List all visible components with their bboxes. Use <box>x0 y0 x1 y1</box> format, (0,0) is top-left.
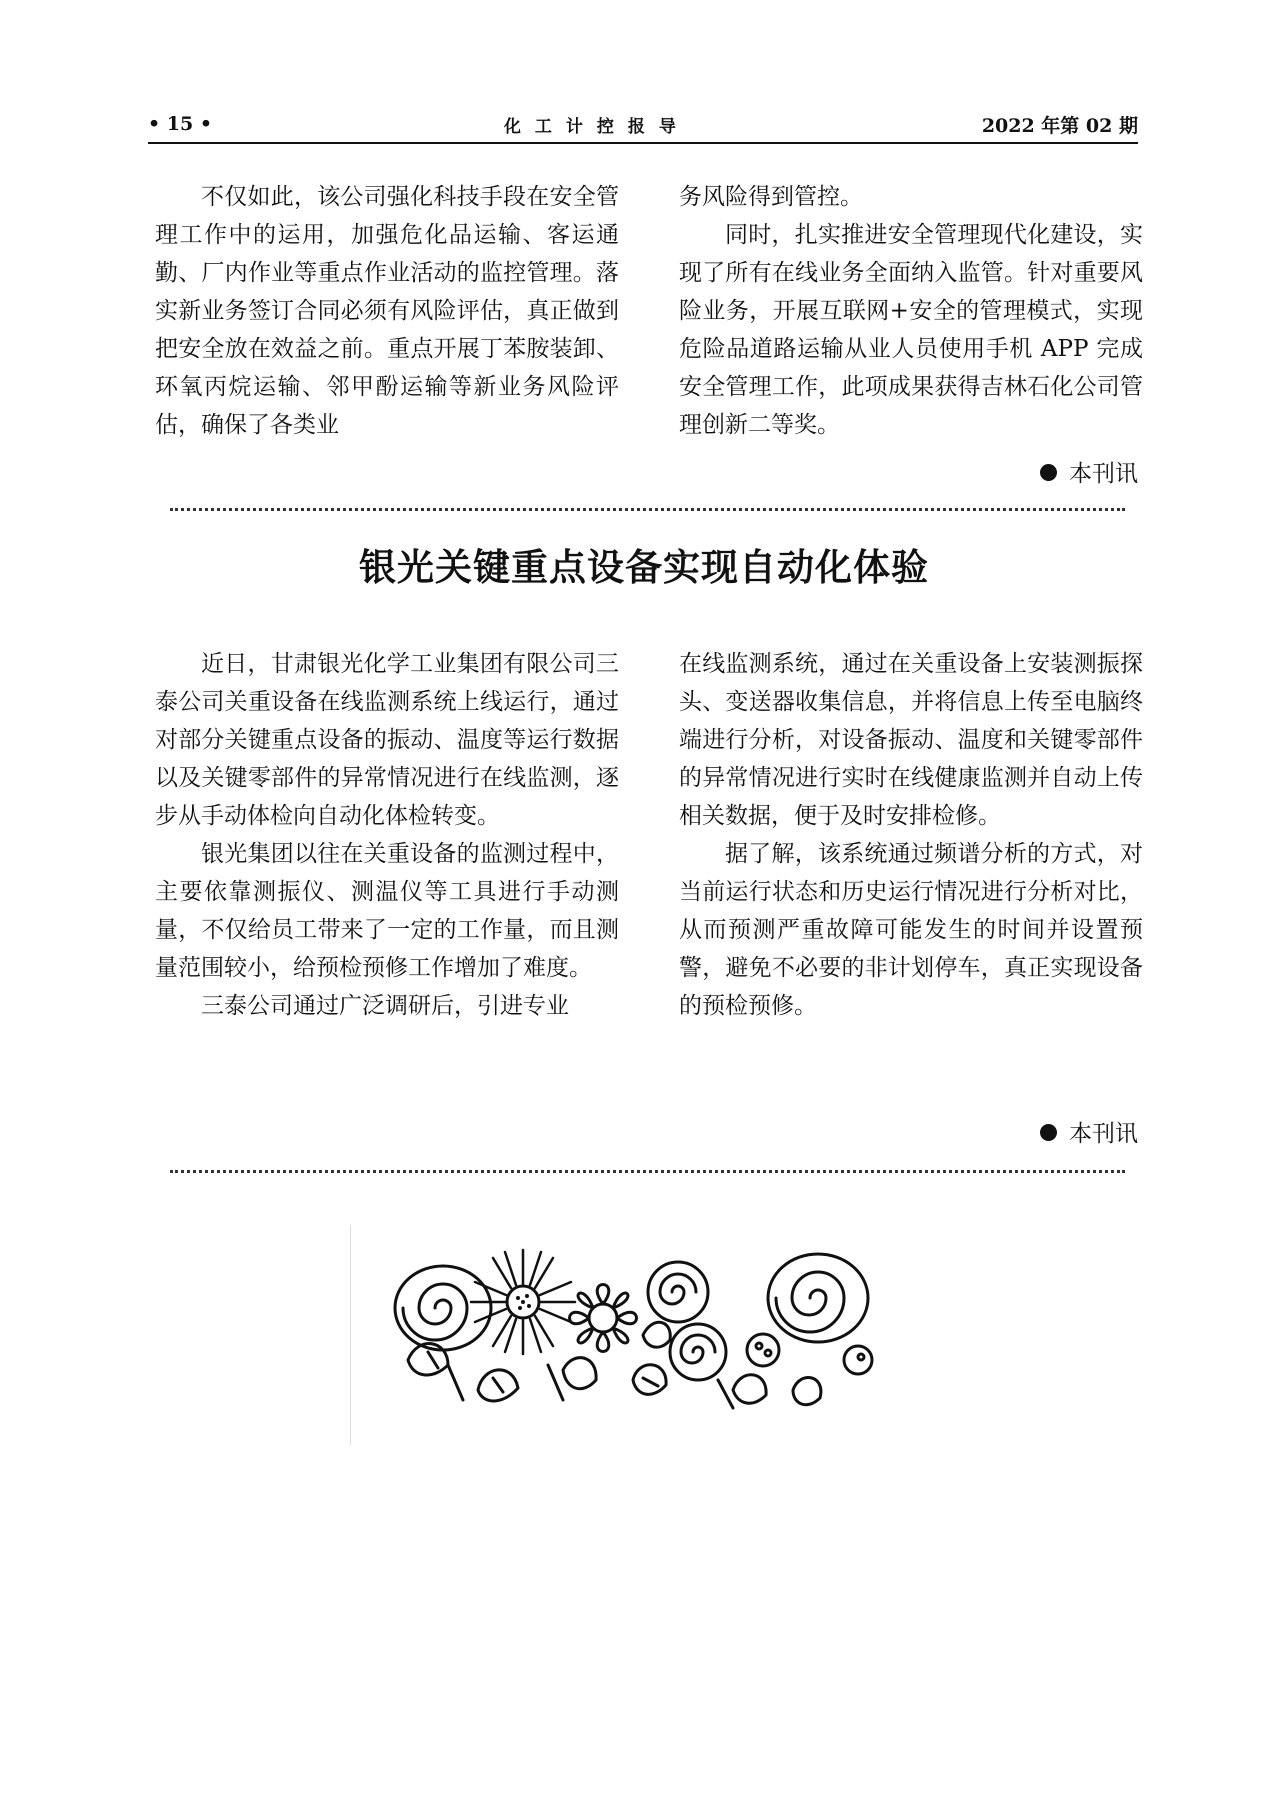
page-header <box>148 106 1138 144</box>
article1-continuation: 务风险得到管控。 <box>679 184 863 210</box>
issue-label: 2022 年第 02 期 <box>981 114 1138 137</box>
bullet-icon <box>1040 464 1057 481</box>
scan-line <box>350 1225 351 1445</box>
article1-paragraph: 不仅如此，该公司强化科技手段在安全管理工作中的运用，加强危化品运输、客运通勤、厂内作业等重点作业活动的监控管理。落实新业务签订合同必须有风险评估，真正做到把安全放在效益之前。重点开展丁苯胺装卸、环氧丙烷运输、邻甲酚运输等新业务风险评估，确保了各类业 <box>155 184 619 438</box>
article2-right-column <box>679 645 1143 1025</box>
page-number: • 15 • <box>148 113 212 135</box>
article2-signature <box>1040 1115 1138 1148</box>
journal-title: 化工计控报导 <box>503 116 690 137</box>
article1-right-column <box>679 178 1143 444</box>
article2-paragraph: 近日，甘肃银光化学工业集团有限公司三泰公司关重设备在线监测系统上线运行，通过对部分关键重点设备的振动、温度等运行数据以及关键零部件的异常情况进行在线监测，逐步从手动体检向自动化体检转变。 <box>155 651 619 829</box>
article2-paragraph: 据了解，该系统通过频谱分析的方式，对当前运行状态和历史运行情况进行分析对比，从而预测严重故障可能发生的时间并设置预警，避免不必要的非计划停车，真正实现设备的预检预修。 <box>679 841 1143 1019</box>
article2-left-column <box>155 645 619 1025</box>
article1-signature <box>1040 455 1138 488</box>
dotted-divider <box>170 1170 1125 1173</box>
article2-paragraph: 三泰公司通过广泛调研后，引进专业 <box>201 993 569 1019</box>
article2-continuation: 在线监测系统，通过在关重设备上安装测振探头、变送器收集信息，并将信息上传至电脑终端进行分析，对设备振动、温度和关键零部件的异常情况进行实时在线健康监测并自动上传相关数据，便于及时安排检修。 <box>679 651 1143 829</box>
bullet-icon <box>1040 1124 1057 1141</box>
flower-decoration-illustration <box>388 1240 888 1415</box>
signature-text: 本刊讯 <box>1069 461 1138 487</box>
article2-title: 银光关键重点设备实现自动化体验 <box>359 546 929 589</box>
article1-paragraph: 同时，扎实推进安全管理现代化建设，实现了所有在线业务全面纳入监管。针对重要风险业务，开展互联网+安全的管理模式，实现危险品道路运输从业人员使用手机 APP 完成安全管理工作，此项成果获得吉林石化公司管理创新二等奖。 <box>679 222 1143 438</box>
article1-left-column <box>155 178 619 444</box>
signature-text: 本刊讯 <box>1069 1121 1138 1147</box>
dotted-divider <box>170 508 1125 511</box>
article2-paragraph: 银光集团以往在关重设备的监测过程中，主要依靠测振仪、测温仪等工具进行手动测量，不仅给员工带来了一定的工作量，而且测量范围较小，给预检预修工作增加了难度。 <box>155 841 619 981</box>
